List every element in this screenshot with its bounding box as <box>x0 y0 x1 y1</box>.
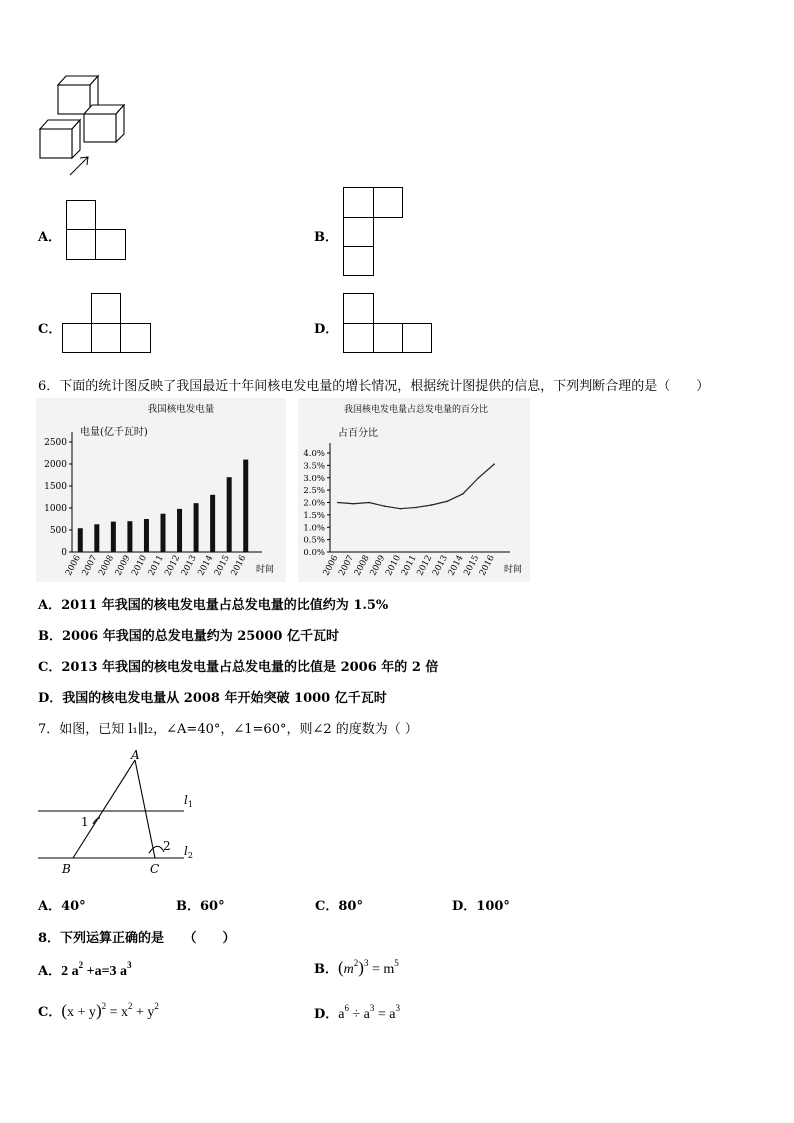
q8-option-b[interactable] <box>314 958 399 978</box>
line-chart-ylabel: 占百分比 <box>338 428 378 439</box>
bar-chart-title: 我国核电发电量 <box>147 404 215 415</box>
bar-chart-ylabel: 电量(亿千瓦时) <box>80 427 148 438</box>
x-tick-label: 2008 <box>352 553 372 578</box>
q7-parallel-lines-figure <box>36 748 216 880</box>
line-chart-title: 我国核电发电量占总发电量的百分比 <box>343 405 489 415</box>
y-tick-label: 2.0% <box>303 498 325 509</box>
x-tick-label: 2007 <box>337 553 357 578</box>
bar-2008 <box>111 522 116 552</box>
q8-option-b-formula: $(m^2)^3 = m^5$ <box>338 958 399 977</box>
q8-option-a-label: A． <box>38 964 62 979</box>
cube-solid-figure <box>30 72 140 180</box>
q7-option-c[interactable]: C．80° <box>315 899 363 914</box>
q5-option-c-label[interactable]: C． <box>38 322 62 337</box>
x-tick-label: 2014 <box>196 553 216 578</box>
svg-text:l1 <box>184 793 193 809</box>
x-tick-label: 2012 <box>415 553 435 578</box>
svg-text:l2 <box>184 844 193 860</box>
q7-line-l1-sub: 1 <box>187 800 193 809</box>
q5-option-a-label[interactable]: A． <box>38 230 62 245</box>
q8-option-b-label: B． <box>314 962 338 977</box>
point-2009 <box>384 505 386 507</box>
point-2007 <box>353 503 355 505</box>
y-tick-label: 1.0% <box>303 523 325 534</box>
q7-angle-2: 2 <box>163 839 171 853</box>
q6-option-c[interactable]: C．2013 年我国的核电发电量占总发电量的比值是 2006 年的 2 倍 <box>38 660 439 675</box>
q7-line-l1: l <box>184 793 188 807</box>
x-tick-label: 2013 <box>430 553 450 578</box>
q8-option-d[interactable] <box>314 1003 400 1023</box>
q7-option-a[interactable]: A．40° <box>38 899 86 914</box>
q8-option-a[interactable] <box>38 960 132 980</box>
x-tick-label: 2015 <box>212 553 232 578</box>
point-2006 <box>337 502 339 504</box>
q7-line-l2-sub: 2 <box>187 851 193 860</box>
q7-point-c: C <box>150 862 160 876</box>
x-tick-label: 2012 <box>163 553 183 578</box>
x-tick-label: 2010 <box>384 553 404 578</box>
x-tick-label: 2014 <box>446 553 466 578</box>
x-tick-label: 2016 <box>229 553 249 578</box>
q6-option-b[interactable]: B．2006 年我国的总发电量约为 25000 亿千瓦时 <box>38 629 339 644</box>
nuclear-output-bar-chart <box>36 398 286 582</box>
bar-2006 <box>78 528 83 552</box>
bar-2012 <box>177 509 182 552</box>
bar-chart-xlabel: 时间 <box>256 565 275 575</box>
y-tick-label: 3.5% <box>303 461 325 472</box>
y-tick-label: 2500 <box>44 438 67 448</box>
bar-2015 <box>227 477 232 552</box>
x-tick-label: 2016 <box>477 553 497 578</box>
q8-option-c-label: C． <box>38 1005 62 1020</box>
y-tick-label: 500 <box>49 526 67 536</box>
q6-stem: 6．下面的统计图反映了我国最近十年间核电发电量的增长情况，根据统计图提供的信息，下列判断合理的是（ ） <box>38 379 710 394</box>
q7-point-b: B <box>62 862 71 876</box>
x-tick-label: 2009 <box>113 553 133 578</box>
bar-2014 <box>210 495 215 552</box>
q5-option-b-label[interactable]: B． <box>314 230 338 245</box>
q7-point-a: A <box>131 748 140 762</box>
point-2014 <box>462 493 464 495</box>
y-tick-label: 1000 <box>44 504 67 514</box>
nuclear-share-line-chart <box>298 398 530 582</box>
y-tick-label: 0.0% <box>303 548 325 558</box>
x-tick-label: 2011 <box>399 553 419 578</box>
q7-stem: 7．如图，已知 l₁∥l₂，∠A=40°，∠1=60°，则∠2 的度数为（ ） <box>38 722 418 737</box>
q6-option-d[interactable]: D．我国的核电发电量从 2008 年开始突破 1000 亿千瓦时 <box>38 691 387 706</box>
q7-option-d[interactable]: D．100° <box>452 899 510 914</box>
q8-stem: 8．下列运算正确的是 （ ） <box>38 931 236 946</box>
point-2012 <box>431 504 433 506</box>
y-tick-label: 1.5% <box>303 510 325 521</box>
q8-option-a-formula: 2 $a^2 +a=3$ $a^3$ <box>61 960 132 979</box>
y-tick-label: 4.0% <box>303 449 325 459</box>
x-tick-label: 2011 <box>146 553 166 578</box>
y-tick-label: 0.5% <box>303 535 325 546</box>
point-2008 <box>368 502 370 504</box>
y-tick-label: 2000 <box>44 460 67 470</box>
x-tick-label: 2015 <box>462 553 482 578</box>
q7-option-b[interactable]: B．60° <box>176 899 225 914</box>
x-tick-label: 2009 <box>368 553 388 578</box>
q5-option-d-label[interactable]: D． <box>314 322 339 337</box>
point-2015 <box>478 477 480 479</box>
q8-option-c[interactable] <box>38 1001 159 1021</box>
bar-2009 <box>127 521 132 552</box>
y-tick-label: 2.5% <box>303 486 325 497</box>
y-tick-label: 1500 <box>44 482 67 492</box>
point-2016 <box>493 463 495 465</box>
y-tick-label: 3.0% <box>303 473 325 484</box>
point-2010 <box>400 508 402 510</box>
q8-option-c-formula: $(x + y)^2 = x^2 + y^2$ <box>61 1001 159 1020</box>
x-tick-label: 2006 <box>63 553 83 578</box>
x-tick-label: 2010 <box>130 553 150 578</box>
q8-option-d-label: D． <box>314 1007 339 1022</box>
x-tick-label: 2007 <box>80 553 100 578</box>
q7-angle-1: 1 <box>81 815 89 829</box>
line-chart-xlabel: 时间 <box>504 565 523 575</box>
x-tick-label: 2008 <box>97 553 117 578</box>
x-tick-label: 2013 <box>179 553 199 578</box>
bar-2016 <box>243 460 248 552</box>
q8-option-d-formula: $a^6 \div a^3 = a^3$ <box>338 1003 401 1022</box>
q6-option-a[interactable]: A．2011 年我国的核电发电量占总发电量的比值约为 1.5% <box>38 598 389 613</box>
point-2013 <box>446 500 448 502</box>
bar-2007 <box>94 524 99 552</box>
q7-line-l2: l <box>184 844 188 858</box>
y-tick-label: 0 <box>61 548 67 558</box>
x-tick-label: 2006 <box>321 553 341 578</box>
bar-2011 <box>161 514 166 552</box>
bar-2013 <box>194 503 199 552</box>
point-2011 <box>415 507 417 509</box>
bar-2010 <box>144 519 149 552</box>
